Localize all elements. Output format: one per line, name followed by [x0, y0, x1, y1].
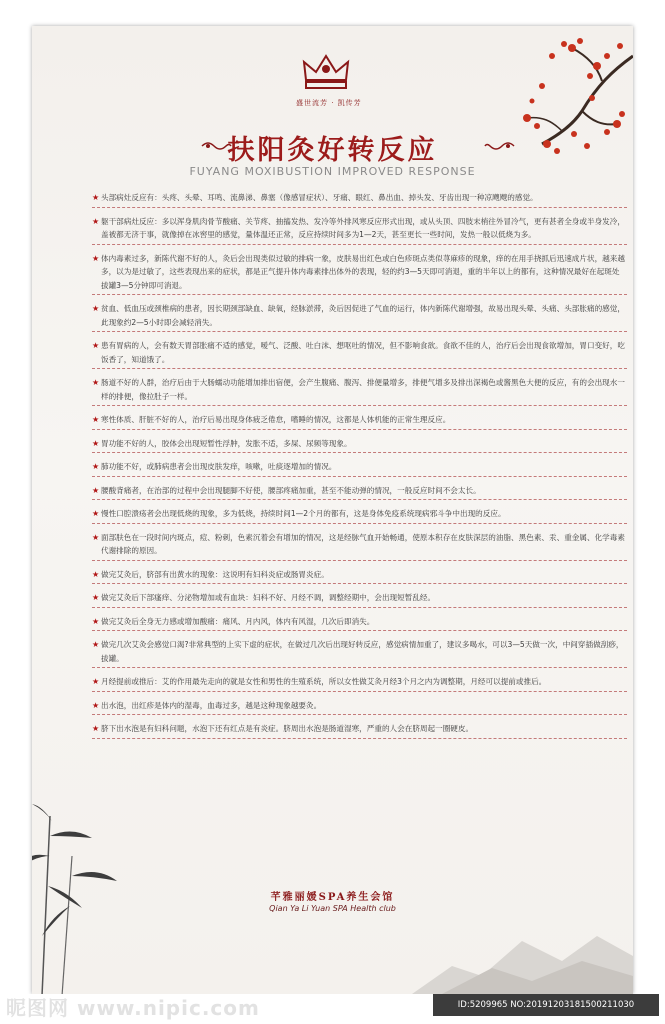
star-icon: ★ [92, 509, 100, 518]
list-item-text: 做完艾灸后全身无力感或增加酸痛：痛风、月内风，体内有风湿，几次后即消失。 [101, 616, 375, 626]
list-item [92, 530, 627, 561]
page-subtitle: FUYANG MOXIBUSTION IMPROVED RESPONSE [189, 165, 476, 178]
list-item-text: 胃功能不好的人，胶体会出现短暂性浮肿，发胀不适，多屎、尿频等现象。 [101, 438, 352, 448]
list-item [92, 301, 627, 332]
club-name: 芊雅丽媛SPA养生会馆 [270, 892, 395, 903]
star-icon: ★ [92, 415, 100, 424]
list-item [92, 338, 627, 369]
star-icon: ★ [92, 462, 100, 471]
list-item [92, 721, 627, 739]
star-icon: ★ [92, 485, 100, 495]
watermark-id: ID:5209965 NO:20191203181500211030 [433, 994, 659, 1016]
right-ornament-icon [484, 138, 516, 154]
list-item [92, 251, 627, 296]
list-item-text: 做完艾灸后下部瘙痒、分泌物增加或有血块：妇科不好、月经不调，调整经期中，会出现短暂乱经。 [101, 593, 436, 602]
star-icon: ★ [92, 304, 100, 313]
star-icon: ★ [92, 677, 100, 686]
star-icon: ★ [92, 216, 100, 226]
list-item [92, 698, 627, 716]
brand-logo [296, 50, 362, 108]
list-item-text: 躯干部病灶反应：多以浑身肌肉骨节酸痛、关节疼、抽搐发热、发冷等外排风寒反应形式出现，或从头顶、四肢末梢往外冒冷气，更有甚者全身或半身发冷，盖被都无济于事，就像掉在冰窖里的感觉，量体温还正常，反应持续时间多为1—2天，甚至更长一些时间，发热一般以低烧为多。 [101, 216, 625, 239]
list-item-text: 腰酸背痛者，在治部的过程中会出现腿脚不好使，腰部疼痛加重，甚至不能动弹的情况，一般反应时间不会太长。 [101, 485, 481, 495]
star-icon: ★ [92, 569, 100, 579]
star-icon: ★ [92, 700, 100, 710]
list-item [92, 637, 627, 668]
list-item-text: 慢性口腔溃疡者会出现低烧的现象，多为低烧，持续时间1—2个月的都有，这是身体免疫系统现病邪斗争中出现的反应。 [101, 509, 506, 518]
reaction-list [92, 190, 627, 745]
brand-slogan: 盛世流芳 · 凯传芳 [296, 99, 362, 107]
crown-icon [300, 50, 352, 92]
list-item-text: 做完几次艾灸会感觉口渴?非常典型的上实下虚的症状，在做过几次后出现好转反应，感觉病情加重了，建议多喝水，可以3—5天做一次，中间穿插做刮痧，拔罐。 [101, 640, 624, 663]
list-item-text: 肺功能不好，或肺病患者会出现皮肤发痒，咳嗽，吐痰逐增加的情况。 [101, 462, 337, 471]
list-item-text: 头部病灶反应有：头疼、头晕、耳鸣、流鼻涕、鼻塞（像感冒症状）、牙痛、眼红、鼻出血、掉头发、牙齿出现一种凉飕飕的感觉。 [101, 193, 538, 202]
list-item [92, 590, 627, 608]
list-item [92, 614, 627, 632]
list-item-text: 寒性体质、肝脏不好的人，治疗后易出现身体疲乏倦怠，嗜睡的情况，这都是人体机能的正常生理反应。 [101, 415, 451, 424]
star-icon: ★ [92, 724, 100, 733]
star-icon: ★ [92, 341, 100, 350]
list-item-text: 出水泡，出红疹是体内的湿毒，血毒过多，越是这种现象越要灸。 [101, 700, 322, 710]
list-item [92, 483, 627, 501]
star-icon: ★ [92, 640, 100, 649]
list-item [92, 214, 627, 245]
list-item [92, 567, 627, 585]
list-item-text: 肠道不好的人群，治疗后由于大肠蠕动功能增加排出宿便，会产生腹痛、腹泻、排便量增多，排便气增多及排出深褐色或酱黑色大便的反应，有的会出现水一样的排便，像拉肚子一样。 [101, 378, 625, 401]
list-item-text: 做完艾灸后，脐部有出黄水的现象：这说明有妇科炎症或肠胃炎症。 [101, 569, 329, 579]
star-icon: ★ [92, 438, 100, 448]
club-name-en: Qian Ya Li Yuan SPA Health club [269, 904, 396, 913]
list-item-text: 体内毒素过多，新陈代谢不好的人，灸后会出现类似过敏的排病一象，皮肤易出红色或白色疹斑点类似荨麻疹的现象，痒的在用手挠抓后迅速成片状，越来越多，以为是过敏了，这些表现出来的症状，都是正气提升体内毒素排出体外的表现，轻的约3—5天即可消退，重的半年以上的都有，这种情况最好在起斑处拔罐3—5分钟即可消退。 [101, 253, 625, 290]
list-item [92, 190, 627, 208]
list-item-text: 贫血、低血压或颈椎病的患者，因长期颈部缺血、缺氧，经脉淤滞，灸后因促进了气血的运行，体内新陈代谢增强，故易出现头晕、头痛、头部胀痛的感觉，此现象约2—5小时即会减轻消失。 [101, 304, 625, 327]
star-icon: ★ [92, 378, 100, 387]
star-icon: ★ [92, 193, 100, 202]
list-item [92, 674, 627, 692]
list-item-text: 月经提前或推后：艾的作用最先走向的就是女性和男性的生殖系统，所以女性做艾灸月经3个月之内为调整期，月经可以提前或推后。 [101, 677, 547, 686]
star-icon: ★ [92, 616, 100, 626]
list-item [92, 436, 627, 454]
list-item-text: 患有胃病的人，会有数天胃部胀痛不适的感觉，嗳气、泛酸、吐白沫、想呕吐的情况，但不影响食欲。食欲不佳的人，治疗后会出现食欲增加，胃口变好，吃饭香了，知道饿了。 [101, 341, 625, 364]
star-icon: ★ [92, 253, 100, 263]
list-item [92, 506, 627, 524]
list-item [92, 412, 627, 430]
star-icon: ★ [92, 593, 100, 602]
page-title: 扶阳灸好转反应 [227, 135, 438, 166]
list-item-text: 脐下出水泡是有妇科问题，水泡下还有红点是有炎症。脐周出水泡是肠道湿寒，严重的人会在脐周起一圈硬皮。 [101, 724, 474, 733]
star-icon: ★ [92, 532, 100, 542]
watermark-site: 昵图网 www.nipic.com [6, 996, 260, 1020]
list-item [92, 459, 627, 477]
list-item-text: 面部肤色在一段时间内斑点，痘、粉刺，色素沉着会有增加的情况，这是经脉气血开始畅通，使原本积存在皮肤深层的油脂、黑色素、汞、重金属、化学毒素代谢排除的原因。 [101, 532, 625, 555]
mountain-decoration [412, 906, 633, 994]
list-item [92, 375, 627, 406]
